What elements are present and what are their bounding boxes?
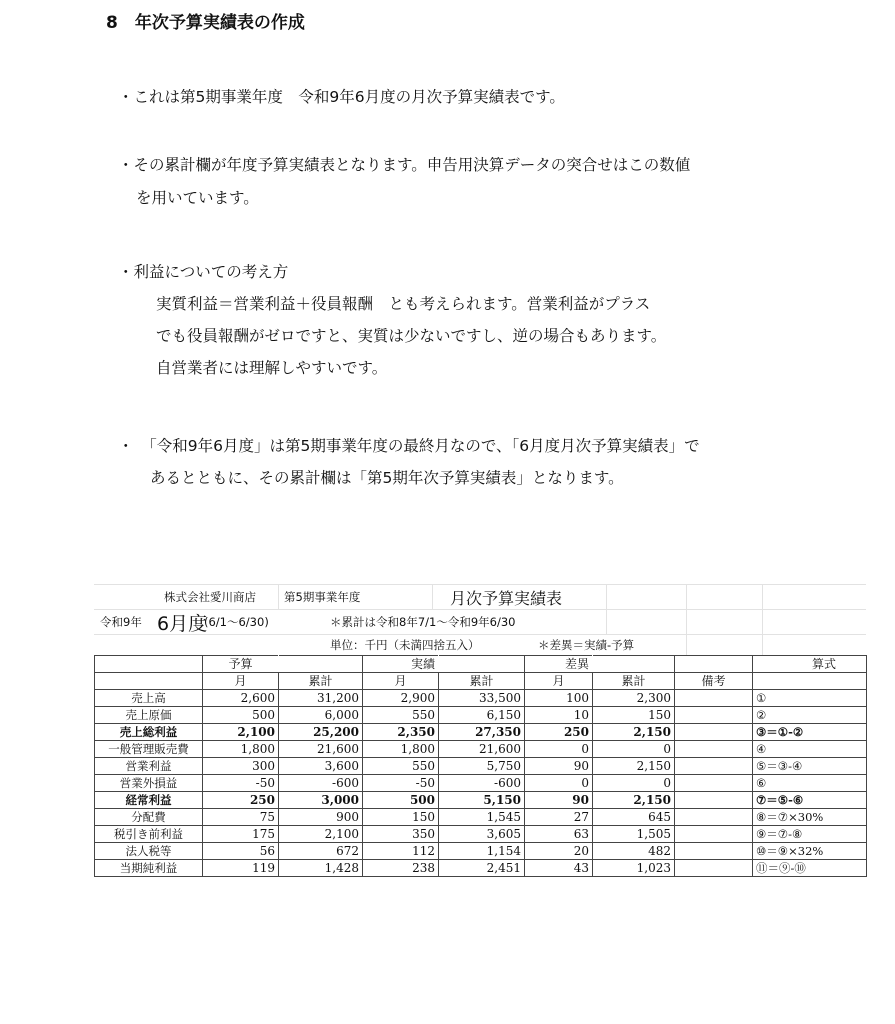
budget-month-value: 300: [203, 758, 279, 775]
sheet-title: 月次予算実績表: [450, 588, 563, 608]
actual-cumulative-value: 3,605: [439, 826, 525, 843]
sheet-header-row-1: [94, 584, 866, 610]
paragraph-2-line-1: ・その累計欄が年度予算実績表となります。申告用決算データの突合せはこの数値: [118, 156, 691, 174]
diff-month-value: 0: [525, 741, 593, 758]
formula-cell: ①: [753, 690, 867, 707]
remarks-cell: [675, 843, 753, 860]
paragraph-3-line-3: 自営業者には理解しやすいです。: [156, 359, 388, 377]
diff-month-value: 10: [525, 707, 593, 724]
row-label: 税引き前利益: [95, 826, 203, 843]
row-label: 売上原価: [95, 707, 203, 724]
remarks-cell: [675, 724, 753, 741]
paragraph-4-line-2: あるとともに、その累計欄は「第5期年次予算実績表」となります。: [150, 469, 624, 487]
budget-month-value: 500: [203, 707, 279, 724]
sheet-header-row-2: [94, 610, 866, 635]
group-header-row: [95, 656, 867, 673]
unit-note: 単位：千円（未満四捨五入）: [330, 638, 480, 652]
actual-month-value: 112: [363, 843, 439, 860]
diff-cumulative-value: 0: [593, 741, 675, 758]
actual-cumulative-value: 5,750: [439, 758, 525, 775]
formula-header: 算式: [753, 656, 867, 673]
paragraph-3-line-1: 実質利益＝営業利益＋役員報酬 とも考えられます。営業利益がプラス: [156, 295, 651, 313]
formula-cell: ③＝①-②: [753, 724, 867, 741]
diff-cumulative-value: 1,505: [593, 826, 675, 843]
row-label: 営業利益: [95, 758, 203, 775]
budget-cumulative-value: 900: [279, 809, 363, 826]
formula-cell: ⑧＝⑦×30%: [753, 809, 867, 826]
diff-cumulative-value: 645: [593, 809, 675, 826]
budget-month-value: 175: [203, 826, 279, 843]
formula-cell: ⑤＝③-④: [753, 758, 867, 775]
actual-cumulative-value: 2,451: [439, 860, 525, 877]
diff-header: 差異: [525, 656, 593, 673]
table-row: [95, 843, 867, 860]
diff-note: ＊差異＝実績-予算: [538, 638, 635, 652]
diff-month-value: 90: [525, 758, 593, 775]
report-month: 6月度: [157, 612, 208, 635]
paragraph-1-line: ・これは第5期事業年度 令和9年6月度の月次予算実績表です。: [118, 88, 565, 106]
actual-header: 実績: [363, 656, 439, 673]
formula-cell: ⑨＝⑦-⑧: [753, 826, 867, 843]
actual-month-value: 1,800: [363, 741, 439, 758]
sheet-header-row-3: [94, 635, 866, 655]
diff-cumulative-value: 482: [593, 843, 675, 860]
table-row: [95, 826, 867, 843]
diff-cumulative-value: 2,300: [593, 690, 675, 707]
diff-cumulative-value: 150: [593, 707, 675, 724]
paragraph-3: [118, 256, 666, 384]
formula-cell: ⑥: [753, 775, 867, 792]
budget-cumulative-value: 3,600: [279, 758, 363, 775]
budget-month-value: 2,600: [203, 690, 279, 707]
diff-month-value: 63: [525, 826, 593, 843]
remarks-cell: [675, 826, 753, 843]
budget-month-value: 75: [203, 809, 279, 826]
actual-cumulative-value: 27,350: [439, 724, 525, 741]
company-name: 株式会社愛川商店: [164, 590, 256, 604]
actual-month-value: 550: [363, 758, 439, 775]
budget-month-value: 250: [203, 792, 279, 809]
actual-month-value: 550: [363, 707, 439, 724]
remarks-cell: [675, 775, 753, 792]
actual-cumulative-value: 1,154: [439, 843, 525, 860]
diff-cumulative-value: 2,150: [593, 758, 675, 775]
actual-cumulative-value: 6,150: [439, 707, 525, 724]
fiscal-period: 第5期事業年度: [284, 590, 361, 604]
budget-cumulative-value: 672: [279, 843, 363, 860]
paragraph-4: [118, 430, 700, 494]
row-label: 当期純利益: [95, 860, 203, 877]
diff-cumulative-value: 2,150: [593, 724, 675, 741]
formula-cell: ⑪＝⑨-⑩: [753, 860, 867, 877]
paragraph-2-line-2: を用いています。: [136, 189, 259, 207]
row-label: 経常利益: [95, 792, 203, 809]
paragraph-3-title: ・利益についての考え方: [118, 263, 289, 281]
budget-month-header: 月: [203, 673, 279, 690]
diff-month-value: 90: [525, 792, 593, 809]
cumulative-note: ＊累計は令和8年7/1～令和9年6/30: [330, 615, 516, 629]
budget-cumulative-value: 1,428: [279, 860, 363, 877]
budget-actual-sheet: [94, 584, 866, 877]
budget-month-value: 2,100: [203, 724, 279, 741]
formula-cell: ④: [753, 741, 867, 758]
row-label: 営業外損益: [95, 775, 203, 792]
budget-cumulative-value: -600: [279, 775, 363, 792]
actual-month-value: 2,350: [363, 724, 439, 741]
actual-cumulative-header: 累計: [439, 673, 525, 690]
page-heading: 8 年次予算実績表の作成: [106, 13, 305, 33]
formula-cell: ②: [753, 707, 867, 724]
formula-cell: ⑦＝⑤-⑥: [753, 792, 867, 809]
table-row: [95, 809, 867, 826]
budget-month-value: 119: [203, 860, 279, 877]
formula-cell: ⑩＝⑨×32%: [753, 843, 867, 860]
diff-cumulative-value: 2,150: [593, 792, 675, 809]
row-label: 売上高: [95, 690, 203, 707]
actual-month-value: 2,900: [363, 690, 439, 707]
actual-cumulative-value: 1,545: [439, 809, 525, 826]
budget-header: 予算: [203, 656, 279, 673]
remarks-cell: [675, 741, 753, 758]
paragraph-2: [118, 148, 690, 214]
diff-month-value: 43: [525, 860, 593, 877]
actual-cumulative-value: 33,500: [439, 690, 525, 707]
budget-cumulative-value: 31,200: [279, 690, 363, 707]
remarks-cell: [675, 860, 753, 877]
table-row: [95, 741, 867, 758]
actual-month-value: 350: [363, 826, 439, 843]
diff-cumulative-value: 0: [593, 775, 675, 792]
remarks-header: 備考: [675, 673, 753, 690]
diff-month-header: 月: [525, 673, 593, 690]
budget-cumulative-value: 21,600: [279, 741, 363, 758]
actual-cumulative-value: -600: [439, 775, 525, 792]
remarks-cell: [675, 707, 753, 724]
financial-table: [94, 655, 867, 877]
budget-cumulative-value: 25,200: [279, 724, 363, 741]
remarks-cell: [675, 690, 753, 707]
budget-cumulative-value: 3,000: [279, 792, 363, 809]
diff-cumulative-value: 1,023: [593, 860, 675, 877]
diff-month-value: 27: [525, 809, 593, 826]
actual-month-value: 238: [363, 860, 439, 877]
budget-cumulative-value: 2,100: [279, 826, 363, 843]
era-year: 令和9年: [100, 615, 142, 629]
row-label: 一般管理販売費: [95, 741, 203, 758]
table-row: [95, 758, 867, 775]
diff-month-value: 250: [525, 724, 593, 741]
row-label: 分配費: [95, 809, 203, 826]
actual-cumulative-value: 5,150: [439, 792, 525, 809]
diff-month-value: 20: [525, 843, 593, 860]
row-label: 法人税等: [95, 843, 203, 860]
table-row: [95, 775, 867, 792]
actual-month-value: -50: [363, 775, 439, 792]
actual-month-value: 500: [363, 792, 439, 809]
actual-cumulative-value: 21,600: [439, 741, 525, 758]
table-row: [95, 724, 867, 741]
sub-header-row: [95, 673, 867, 690]
diff-month-value: 0: [525, 775, 593, 792]
actual-month-header: 月: [363, 673, 439, 690]
paragraph-3-line-2: でも役員報酬がゼロですと、実質は少ないですし、逆の場合もあります。: [156, 327, 667, 345]
table-row: [95, 707, 867, 724]
diff-cumulative-header: 累計: [593, 673, 675, 690]
diff-month-value: 100: [525, 690, 593, 707]
table-row: [95, 860, 867, 877]
row-label: 売上総利益: [95, 724, 203, 741]
budget-cumulative-value: 6,000: [279, 707, 363, 724]
budget-cumulative-header: 累計: [279, 673, 363, 690]
budget-month-value: -50: [203, 775, 279, 792]
paragraph-4-line-1: ・ 「令和9年6月度」は第5期事業年度の最終月なので、「6月度月次予算実績表」で: [118, 437, 700, 455]
actual-month-value: 150: [363, 809, 439, 826]
table-row: [95, 792, 867, 809]
month-range: (6/1～6/30): [204, 615, 269, 629]
remarks-cell: [675, 758, 753, 775]
table-row: [95, 690, 867, 707]
budget-month-value: 56: [203, 843, 279, 860]
paragraph-1: [118, 80, 565, 114]
remarks-cell: [675, 792, 753, 809]
budget-month-value: 1,800: [203, 741, 279, 758]
remarks-cell: [675, 809, 753, 826]
